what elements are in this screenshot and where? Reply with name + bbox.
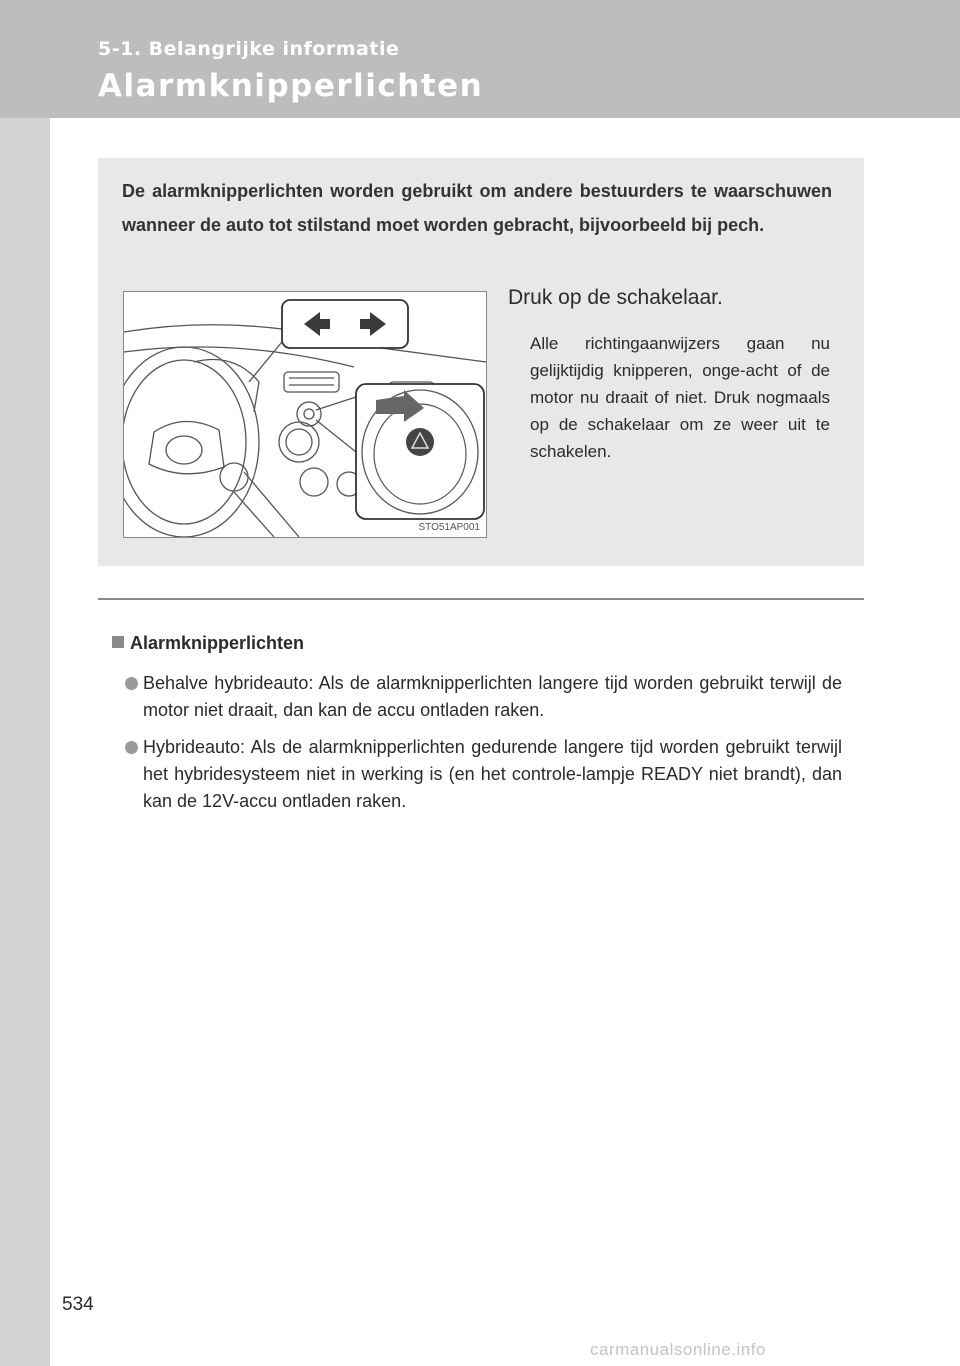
note-heading-text: Alarmknipperlichten: [130, 633, 305, 653]
info-box: [98, 158, 864, 566]
figure-id: STO51AP001: [418, 522, 480, 533]
watermark: carmanualsonline.info: [590, 1340, 766, 1359]
section-divider: [98, 598, 864, 600]
square-bullet-icon: [112, 636, 124, 648]
bullet-dot-icon: [125, 677, 138, 690]
intro-text: De alarmknipperlichten worden gebruikt om andere bestuurders te waarschuwen wanneer de auto tot stilstand moet worden gebracht, bijvoorbeeld bij pech.: [122, 181, 832, 235]
bullet-dot-icon: [125, 741, 138, 754]
step-heading: Druk op de schakelaar.: [508, 286, 723, 309]
page-header: [0, 0, 960, 118]
list-item: [122, 670, 842, 724]
list-item: [122, 734, 842, 815]
left-margin-strip: [0, 0, 50, 1366]
step-body: Alle richtingaanwijzers gaan nu gelijktijdig knipperen, onge-acht of de motor nu draait of niet. Druk nogmaals op de schakelaar om ze weer uit te schakelen.: [530, 334, 830, 461]
dashboard-drawing: [124, 292, 486, 537]
page-number: 534: [62, 1294, 94, 1315]
hazard-switch-illustration: [123, 291, 487, 538]
note-heading: [112, 633, 304, 654]
page-title: Alarmknipperlichten: [98, 68, 484, 104]
section-label: 5-1. Belangrijke informatie: [98, 38, 400, 60]
bullet-text: Hybrideauto: Als de alarmknipperlichten gedurende langere tijd worden gebruikt terwijl het hybridesysteem niet in werking is (en het controle-lampje READY niet brandt), dan kan de 12V-accu ontladen raken.: [143, 737, 842, 811]
bullet-text: Behalve hybrideauto: Als de alarmknipperlichten langere tijd worden gebruikt terwijl de motor niet draait, dan kan de accu ontladen raken.: [143, 673, 842, 720]
